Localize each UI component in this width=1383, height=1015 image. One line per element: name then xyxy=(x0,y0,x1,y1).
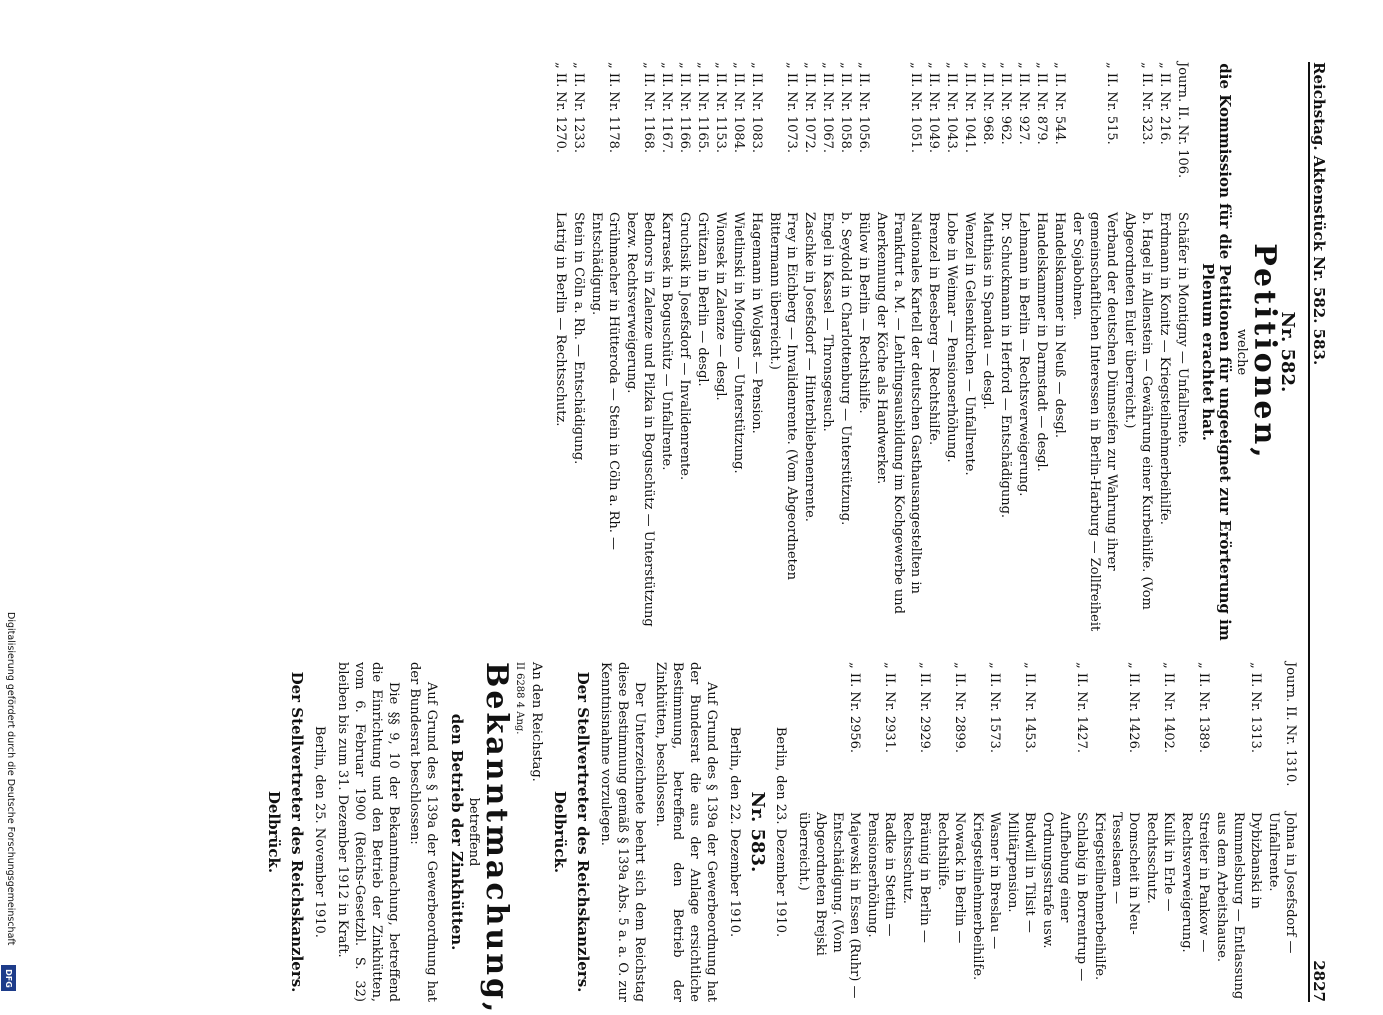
petition-ref: „ II. Nr. 1233. xyxy=(571,62,586,154)
bekanntmachung-title: Bekanntmachung, xyxy=(479,662,514,1015)
petition-entry xyxy=(552,62,569,642)
petition-entry xyxy=(1069,62,1120,642)
petition-text: b. Hagel in Allenstein — Gewährung einer Kurbeihilfe. (Vom Abgeordneten Euler überreicht.) xyxy=(1122,212,1154,610)
bek-signature-title: Der Stellvertreter des Reichskanzlers. xyxy=(288,671,306,993)
petition-text: Gruchsik in Josefsdorf — Invalidenrente. xyxy=(677,212,692,481)
petition-text: Engel in Kassel — Thronsgesuch. xyxy=(820,212,835,432)
petition-text: Bednors in Zalenze und Pilzka in Boguschütz — Unterstützung bezw. Rechtsverweigerung. xyxy=(624,212,656,627)
petition-entry xyxy=(873,62,924,642)
petition-entry xyxy=(801,62,818,642)
petition-text: Wionsek in Zalenze — desgl. xyxy=(713,212,728,401)
petition-text: Streiter in Pankow — Rechtsverweigerung. xyxy=(1179,812,1211,953)
petition-text: Erdmann in Konitz — Kriegsteilnehmerbeihilfe. xyxy=(1157,212,1172,525)
digitization-credit: Digitalisierung gefördert durch die Deutsche Forschungsgemeinschaft xyxy=(5,612,16,946)
bek-paragraph-2: Die §§ 9, 10 der Bekanntmachung, betreffend die Einrichtung und den Betrieb der Zinkhütten, vom 6. Februar 1900 (Reichs-Gesetzbl. S. 32) bleiben bis zum 31. Dezember 1912 in Kraft. xyxy=(335,662,401,1002)
petition-entry xyxy=(1004,662,1038,1002)
petition-entry xyxy=(1015,62,1032,642)
paragraph-1: Auf Grund des § 139a der Gewerbeordnung hat der Bundesrat die aus der Anlage ersichtliche Bestimmung, betreffend den Betrieb der Zinkhütten, beschlossen. xyxy=(653,662,719,1002)
petition-text: Dybizbanski in Rummelsburg — Entlassung aus dem Arbeitshause. xyxy=(1214,812,1263,1000)
petition-ref: „ II. Nr. 1313. xyxy=(1248,662,1263,754)
petition-entry xyxy=(1033,62,1050,642)
petition-ref: „ II. Nr. 1084. xyxy=(731,62,746,154)
petition-entry xyxy=(1143,662,1177,1002)
petition-ref: „ II. Nr. 216. xyxy=(1157,62,1172,145)
petitionen-subtitle: welche xyxy=(1234,328,1249,376)
petition-entry xyxy=(819,62,836,642)
petition-text: Budwill in Tilsit — Militärpension. xyxy=(1005,812,1037,933)
petition-entry xyxy=(588,62,622,642)
bek-signature-name: Delbrück. xyxy=(265,790,283,874)
signature-name: Delbrück. xyxy=(551,790,569,874)
petition-text: Zaschke in Josefsdorf — Hinterbliebenenrente. xyxy=(802,212,817,522)
petition-entry xyxy=(1121,62,1155,642)
petition-list-continued xyxy=(795,662,1299,1002)
petition-text: Brenzel in Beesberg — Rechtshilfe. xyxy=(926,212,941,446)
petition-ref: „ II. Nr. 1453. xyxy=(1022,662,1037,754)
petition-ref: „ II. Nr. 879. xyxy=(1034,62,1049,145)
petition-text: Hagemann in Wolgast — Pension. xyxy=(749,212,764,434)
petition-text: Wenzel in Gelsenkirchen — Unfallrente. xyxy=(962,212,977,476)
date-583: Berlin, den 22. Dezember 1910. xyxy=(727,726,742,938)
petition-ref: „ II. Nr. 1427. xyxy=(1074,662,1089,754)
petition-entry xyxy=(969,662,1003,1002)
petition-entry xyxy=(658,62,675,642)
header-title: Reichstag. Aktenstück Nr. 582. 583. xyxy=(1310,62,1328,366)
digitization-sidebar xyxy=(0,0,22,1000)
petition-ref: „ II. Nr. 1178. xyxy=(606,62,621,154)
petition-ref: „ II. Nr. 1153. xyxy=(713,62,728,154)
paragraph-2: Der Unterzeichnete beehrt sich dem Reichstag diese Bestimmung gemäß § 139a Abs. 5 a. a. O. zur Kenntnisnahme vorzulegen. xyxy=(598,662,647,1002)
petition-list xyxy=(552,62,1191,642)
date-582: Berlin, den 23. Dezember 1910. xyxy=(773,726,788,938)
petition-ref: „ II. Nr. 544. xyxy=(1052,62,1067,145)
petition-text: Lobe in Weimar — Pensionserhöhung. xyxy=(944,212,959,463)
petition-ref: „ II. Nr. 1426. xyxy=(1126,662,1141,754)
petition-entry xyxy=(795,662,863,1002)
petition-text: Verband der deutschen Dünnseifen zur Wahrung ihrer gemeinschaftlichen Interessen in Berlin-Harburg — Zollfreiheit der Sojabohnen. xyxy=(1070,212,1119,632)
petition-ref: Journ. II. Nr. 106. xyxy=(1175,62,1190,179)
petition-text: Nationales Kartell der deutschen Gasthausangestellten in Frankfurt a. M. — Lehrlingsausbildung im Kochgewerbe und Anerkennung der Köche als Handwerker. xyxy=(874,212,923,614)
petition-ref: „ II. Nr. 1389. xyxy=(1196,662,1211,754)
petition-text: Schäfer in Montigny — Unfallrente. xyxy=(1175,212,1190,448)
petition-text: Handelskammer in Darmstadt — desgl. xyxy=(1034,212,1049,472)
petition-text: Nowack in Berlin — Rechtshilfe. xyxy=(935,812,967,944)
petition-entry xyxy=(1178,662,1212,1002)
petition-entry xyxy=(676,62,693,642)
petition-text: Wasner in Breslau — Kriegsteilnehmerbeihilfe. xyxy=(970,812,1002,981)
petition-ref: „ II. Nr. 1270. xyxy=(553,62,568,154)
petition-entry xyxy=(925,62,942,642)
signature-title: Der Stellvertreter des Reichskanzlers. xyxy=(574,671,592,993)
petition-ref: „ II. Nr. 968. xyxy=(980,62,995,145)
addressee: An den Reichstag. xyxy=(529,662,544,782)
petition-entry xyxy=(899,662,933,1002)
petition-ref: „ II. Nr. 323. xyxy=(1139,62,1154,145)
petitionen-description: die Kommission für die Petitionen für ungeeignet zur Erörterung im Plenum erachtet hat. xyxy=(1199,63,1234,641)
petition-text: Grühmacher in Hütteroda — Stein in Cöln a. Rh. — Entschädigung. xyxy=(589,212,621,551)
petition-entry xyxy=(694,62,711,642)
petition-text: Dr. Schuckmann in Herford — Entschädigung. xyxy=(998,212,1013,519)
petition-text: Frey in Eichberg — Invalidenrente. (Vom Abgeordneten Bittermann überreicht.) xyxy=(767,212,799,580)
petition-text: Domscheit in Neu-Tesselsaem — Kriegsteilnehmerbeihilfe. xyxy=(1092,812,1141,981)
petition-ref: „ II. Nr. 1083. xyxy=(749,62,764,154)
petition-ref: „ II. Nr. 1165. xyxy=(695,62,710,154)
petition-entry xyxy=(1213,662,1264,1002)
petition-ref: „ II. Nr. 1573. xyxy=(987,662,1002,754)
dfg-logo xyxy=(1,965,16,991)
petition-entry xyxy=(712,62,729,642)
petition-entry xyxy=(855,62,872,642)
reference-code: II 6288 4 Ang. xyxy=(514,662,525,735)
petition-entry xyxy=(570,62,587,642)
petition-text: Schlabig in Borrentrup — Aufhebung einer Ordnungsstrafe usw. xyxy=(1040,812,1089,982)
left-column xyxy=(551,62,1300,642)
petition-entry xyxy=(934,662,968,1002)
petition-ref: „ II. Nr. 2899. xyxy=(952,662,967,754)
petition-text: Kulik in Erle — Rechtsschutz. xyxy=(1144,812,1176,912)
petition-text: Karrasek in Boguschütz — Unfallrente. xyxy=(659,212,674,471)
petition-text: Johna in Josefsdorf — Unfallrente. xyxy=(1266,812,1298,954)
petition-text: Majewski in Essen (Ruhr) — Entschädigung. (Vom Abgeordneten Brejski überreicht.) xyxy=(796,812,862,999)
petition-entry xyxy=(979,62,996,642)
petition-entry xyxy=(766,62,800,642)
petition-ref: Journ. II. Nr. 1310. xyxy=(1283,662,1298,787)
bekanntmachung-subject: den Betrieb der Zinkhütten. xyxy=(448,713,466,951)
petition-entry xyxy=(1156,62,1173,642)
petition-ref: „ II. Nr. 1058. xyxy=(838,62,853,154)
petition-ref: „ II. Nr. 1073. xyxy=(784,62,799,154)
petition-ref: „ II. Nr. 1049. xyxy=(926,62,941,154)
petition-entry xyxy=(864,662,898,1002)
petition-ref: „ II. Nr. 927. xyxy=(1016,62,1031,145)
petition-text: Handelskammer in Neuß — desgl. xyxy=(1052,212,1067,438)
doc-number-582: Nr. 582. xyxy=(1277,311,1298,393)
petition-entry xyxy=(730,62,747,642)
petition-ref: „ II. Nr. 515. xyxy=(1104,62,1119,145)
doc-number-583: Nr. 583. xyxy=(747,791,768,873)
petitionen-title: Petitionen, xyxy=(1247,243,1282,461)
petition-ref: „ II. Nr. 1072. xyxy=(802,62,817,154)
petition-ref: „ II. Nr. 2956. xyxy=(847,662,862,754)
petition-ref: „ II. Nr. 1167. xyxy=(659,62,674,154)
bek-date: Berlin, den 25. November 1910. xyxy=(312,726,327,938)
petition-text: Stein in Cöln a. Rh. — Entschädigung. xyxy=(571,212,586,465)
petition-entry xyxy=(1174,62,1191,642)
petition-text: b. Seydold in Charlottenburg — Unterstützung. xyxy=(838,212,853,526)
petition-text: Matthias in Spandau — desgl. xyxy=(980,212,995,410)
petition-text: Grützan in Berlin — desgl. xyxy=(695,212,710,387)
petition-ref: „ II. Nr. 1166. xyxy=(677,62,692,154)
petition-entry xyxy=(1265,662,1299,1002)
bek-paragraph-1: Auf Grund des § 139a der Gewerbeordnung hat der Bundesrat beschlossen: xyxy=(407,662,439,1002)
petition-entry xyxy=(1091,662,1142,1002)
petition-entry xyxy=(1039,662,1090,1002)
page-number: 2827 xyxy=(1310,960,1328,1002)
petition-entry xyxy=(623,62,657,642)
petition-ref: „ II. Nr. 1043. xyxy=(944,62,959,154)
petition-text: Wietlinski in Mogilno — Unterstützung. xyxy=(731,212,746,474)
page-header xyxy=(1308,62,1340,1002)
right-column xyxy=(259,662,1300,1015)
petition-entry xyxy=(748,62,765,642)
petition-text: Lehmann in Berlin — Rechtsverweigerung. xyxy=(1016,212,1031,497)
petition-entry xyxy=(961,62,978,642)
petition-text: Bülow in Berlin — Rechtshilfe. xyxy=(856,212,871,414)
bekanntmachung-betreffend: betreffend xyxy=(466,797,481,867)
petition-text: Latrig in Berlin — Rechtsschutz. xyxy=(553,212,568,427)
document-page xyxy=(100,62,1340,1015)
petition-ref: „ II. Nr. 1051. xyxy=(908,62,923,154)
petition-ref: „ II. Nr. 1067. xyxy=(820,62,835,154)
petition-ref: „ II. Nr. 2929. xyxy=(917,662,932,754)
petition-entry xyxy=(943,62,960,642)
petition-ref: „ II. Nr. 2931. xyxy=(882,662,897,754)
petition-entry xyxy=(1051,62,1068,642)
dfg-logo-text: DFG xyxy=(4,968,14,988)
petition-ref: „ II. Nr. 1056. xyxy=(856,62,871,154)
petition-ref: „ II. Nr. 962. xyxy=(998,62,1013,145)
petition-ref: „ II. Nr. 1041. xyxy=(962,62,977,154)
petition-text: Radke in Stettin — Pensionserhöhung. xyxy=(865,812,897,938)
petition-entry xyxy=(997,62,1014,642)
petition-text: Bräunig in Berlin — Rechtsschutz. xyxy=(900,812,932,943)
petition-ref: „ II. Nr. 1168. xyxy=(641,62,656,154)
petition-entry xyxy=(837,62,854,642)
petition-ref: „ II. Nr. 1402. xyxy=(1161,662,1176,754)
